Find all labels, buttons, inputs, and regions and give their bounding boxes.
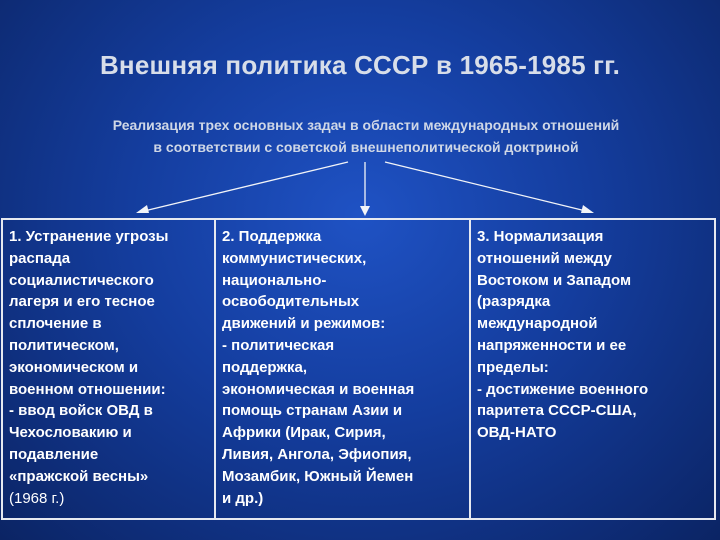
task-text-line: отношений между <box>477 249 612 267</box>
task-text-line: паритета СССР-США, <box>477 402 637 420</box>
task-text-line: социалистического <box>9 271 154 289</box>
task-text-line: Ливия, Ангола, Эфиопия, <box>222 445 412 463</box>
task-text-line: лагеря и его тесное <box>9 293 155 311</box>
task-text-line: - достижение военного <box>477 380 649 398</box>
task-text-line: - ввод войск ОВД в <box>9 402 153 420</box>
task-text-line: (разрядка <box>477 293 551 311</box>
task-column-1 <box>3 220 216 518</box>
task-text-line: подавление <box>9 445 99 463</box>
subtitle-line-1: Реализация трех основных задач в области международных отношений <box>112 117 620 133</box>
task-text-line: сплочение в <box>9 315 102 333</box>
task-text-line: и др.) <box>222 489 264 507</box>
task-column-3 <box>471 220 714 518</box>
task-text-line: движений и режимов: <box>222 315 386 333</box>
arrowhead-right <box>581 205 594 213</box>
task-text-line: распада <box>9 249 71 267</box>
task-text-line: политическом, <box>9 336 119 354</box>
task-text-line: «пражской весны» <box>9 467 149 485</box>
task-text-line: напряженности и ее <box>477 336 627 354</box>
task-text-line: - политическая <box>222 336 335 354</box>
slide-title: Внешняя политика СССР в 1965-1985 гг. <box>99 50 621 80</box>
task-text-line: экономическая и военная <box>222 380 415 398</box>
task-text-line: национально- <box>222 271 327 289</box>
arrow-right <box>385 162 590 212</box>
arrowhead-left <box>136 205 149 213</box>
task-text-line: 1. Устранение угрозы <box>9 228 169 245</box>
task-text-line: Чехословакию и <box>9 424 132 442</box>
task-text-line: Востоком и Западом <box>477 271 632 289</box>
task-text-line: поддержка, <box>222 358 308 376</box>
task-text-line: коммунистических, <box>222 249 367 267</box>
arrow-left <box>140 162 348 212</box>
task-column-2 <box>216 220 471 518</box>
task-text-line: военном отношении: <box>9 380 166 398</box>
task-text-line: Африки (Ирак, Сирия, <box>222 424 386 442</box>
task-text-line: помощь странам Азии и <box>222 402 403 420</box>
task-text-line: экономическом и <box>9 358 139 376</box>
task-text-line: 2. Поддержка <box>222 228 322 245</box>
task-text-line: Мозамбик, Южный Йемен <box>222 467 414 485</box>
task-text-line: ОВД-НАТО <box>477 424 557 442</box>
subtitle-line-2: в соответствии с советской внешнеполитической доктриной <box>153 139 579 155</box>
arrowhead-center <box>360 206 370 216</box>
task-text-line: (1968 г.) <box>9 489 65 507</box>
tasks-table <box>1 218 716 520</box>
task-text-line: 3. Нормализация <box>477 228 604 245</box>
task-text-line: международной <box>477 315 598 333</box>
task-text-line: пределы: <box>477 358 549 376</box>
task-text-line: освободительных <box>222 293 360 311</box>
